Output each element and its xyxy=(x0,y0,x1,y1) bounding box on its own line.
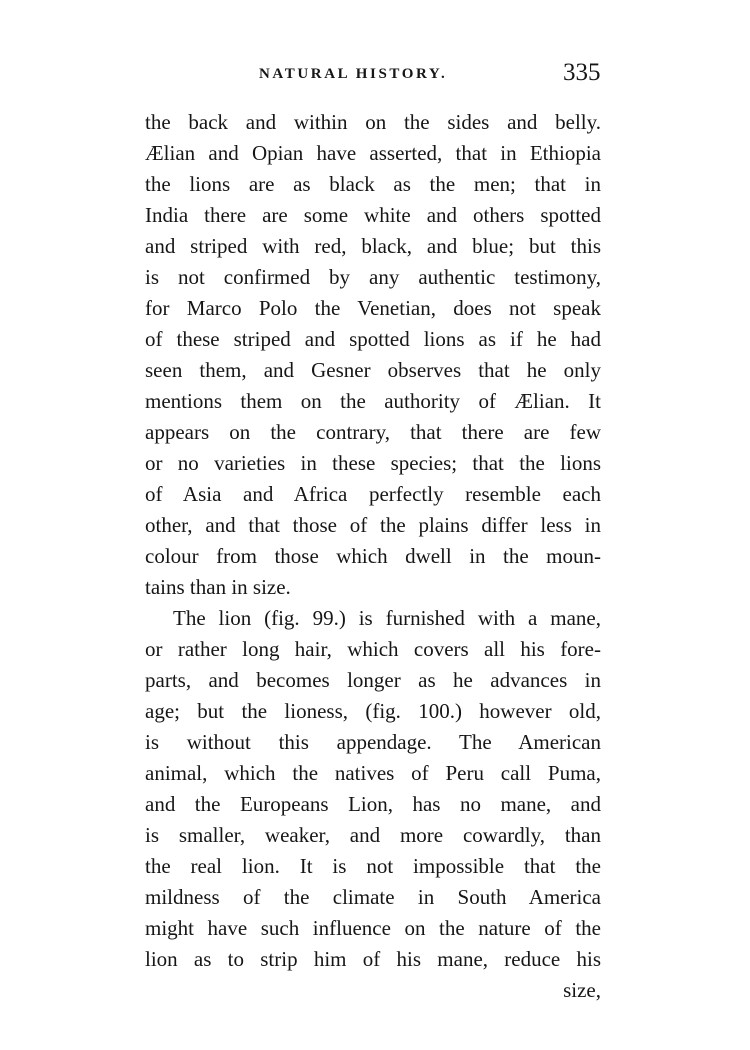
text-line: is smaller, weaker, and more cowardly, than xyxy=(145,823,601,847)
page-number: 335 xyxy=(563,59,601,86)
text-line: tains than in size. xyxy=(145,575,291,599)
text-line: might have such influence on the nature of the xyxy=(145,916,601,940)
text-line: of Asia and Africa perfectly resemble each xyxy=(145,482,601,506)
text-line: other, and that those of the plains differ less in xyxy=(145,513,601,537)
text-line: lion as to strip him of his mane, reduce his xyxy=(145,947,601,971)
running-title: NATURAL HISTORY. xyxy=(259,66,448,82)
text-line: the real lion. It is not impossible that the xyxy=(145,854,601,878)
text-line: appears on the contrary, that there are few xyxy=(145,420,601,444)
text-line: and the Europeans Lion, has no mane, and xyxy=(145,792,601,816)
text-line: for Marco Polo the Venetian, does not speak xyxy=(145,296,601,320)
text-line: age; but the lioness, (fig. 100.) however old, xyxy=(145,699,601,723)
text-line: mildness of the climate in South America xyxy=(145,885,601,909)
body-text xyxy=(145,107,601,1006)
text-line: and striped with red, black, and blue; but this xyxy=(145,234,601,258)
paragraph-first-line: The lion (fig. 99.) is furnished with a mane, xyxy=(173,606,601,630)
text-line: colour from those which dwell in the moun- xyxy=(145,544,601,568)
text-line: seen them, and Gesner observes that he only xyxy=(145,358,601,382)
text-line: or no varieties in these species; that the lions xyxy=(145,451,601,475)
text-line: India there are some white and others spotted xyxy=(145,203,601,227)
text-line: the lions are as black as the men; that in xyxy=(145,172,601,196)
text-line: animal, which the natives of Peru call Puma, xyxy=(145,761,601,785)
text-line: the back and within on the sides and belly. xyxy=(145,110,601,134)
text-line: is not confirmed by any authentic testimony, xyxy=(145,265,601,289)
text-line: or rather long hair, which covers all his fore- xyxy=(145,637,601,661)
text-line: parts, and becomes longer as he advances in xyxy=(145,668,601,692)
text-line: mentions them on the authority of Ælian. It xyxy=(145,389,601,413)
text-line: is without this appendage. The American xyxy=(145,730,601,754)
catchword: size, xyxy=(563,978,601,1002)
text-line: Ælian and Opian have asserted, that in Ethiopia xyxy=(145,141,601,165)
text-line: of these striped and spotted lions as if he had xyxy=(145,327,601,351)
